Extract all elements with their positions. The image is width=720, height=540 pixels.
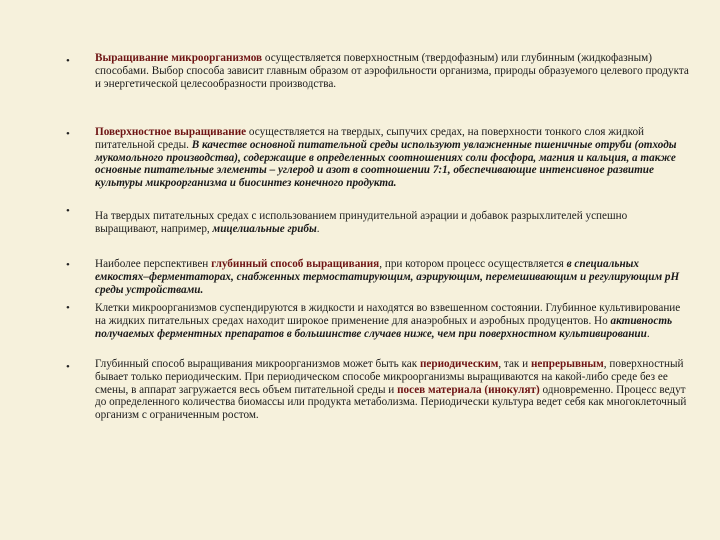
paragraph-tail: .: [646, 327, 650, 340]
paragraph-text-4: одновременно. Процесс ведут до определенного количества биомассы или продукта метаболизма. Периодически культура ведет себя как многоклеточный организм с ограниченным ростом.: [95, 383, 687, 422]
emphasis-text: В качестве основной питательной среды используют увлажненные пшеничные отруби (отходы мукомольного производства), содержащие в определенных соотношениях соли фосфора, магния и кальция, а также основные питательные элементы – углерод и азот в соотношении 7:1, обеспечивающие интенсивное развитие культуры микроорганизма и биосинтез конечного продукта.: [95, 138, 677, 190]
term-inoculum: посев материала (инокулят): [397, 383, 540, 396]
bullet-3: •: [66, 205, 70, 217]
paragraph-surface-deep-methods: [95, 52, 690, 90]
emphasis-enzyme-activity: активность получаемых ферментных препаратов в большинстве случаев ниже, чем при поверхностном культивировании: [95, 314, 673, 340]
paragraph-tail: .: [316, 222, 320, 235]
paragraph-text-3: , поверхностный бывает только периодическим. При периодическом способе микроорганизмы выращиваются на какой-либо среде без ее смены, в аппарат загружается весь объем питательной среды и: [95, 358, 684, 396]
bullet-6: •: [66, 361, 70, 373]
term-periodic: периодическим: [419, 358, 499, 370]
paragraph-text-2: , при котором процесс осуществляется: [379, 258, 567, 270]
paragraph-suspension: [95, 302, 690, 340]
paragraph-surface-cultivation: [95, 126, 690, 190]
paragraph-deep-method: [95, 258, 690, 296]
bullet-1: •: [66, 55, 70, 67]
emphasis-fermenters: в специальных емкостях–ферментаторах, снабженных термостатирующим, аэрирующим, перемешивающим и регулирующим рН среды устройствами.: [95, 258, 680, 296]
paragraph-text: На твердых питательных средах с использованием принудительной аэрации и добавок разрыхлителей успешно выращивают, например,: [95, 210, 628, 235]
bullet-2: •: [66, 128, 70, 140]
term-surface-cultivation: Поверхностное выращивание: [95, 126, 247, 138]
paragraph-text: Клетки микроорганизмов суспендируются в жидкости и находятся во взвешенном состоянии. Глубинное культивирование на жидких питательных средах находит широкое применение для анаэробных и аэробных продуцентов. Но: [95, 302, 681, 327]
emphasis-mycelial-fungi: мицелиальные грибы: [212, 222, 317, 235]
paragraph-text: Наиболее перспективен: [95, 258, 212, 270]
term-continuous: непрерывным: [530, 358, 604, 370]
paragraph-periodic-continuous: [95, 358, 690, 422]
paragraph-text: осуществляется поверхностным (твердофазным) или глубинным (жидкофазным) способами. Выбор способа зависит главным образом от аэрофильности организма, природы образуемого целевого продукта и энергетической целесообразности производства.: [95, 52, 689, 90]
term-cultivation: Выращивание микроорганизмов: [95, 52, 263, 64]
paragraph-text: Глубинный способ выращивания микроорганизмов может быть как: [95, 358, 420, 370]
paragraph-text: осуществляется на твердых, сыпучих средах, на поверхности тонкого слоя жидкой питательной среды.: [95, 126, 645, 151]
bullet-4: •: [66, 259, 70, 271]
bullet-5: •: [66, 302, 70, 314]
paragraph-solid-media: [95, 210, 690, 236]
term-deep-cultivation: глубинный способ выращивания: [211, 258, 380, 270]
paragraph-text-2: , так и: [498, 358, 531, 370]
